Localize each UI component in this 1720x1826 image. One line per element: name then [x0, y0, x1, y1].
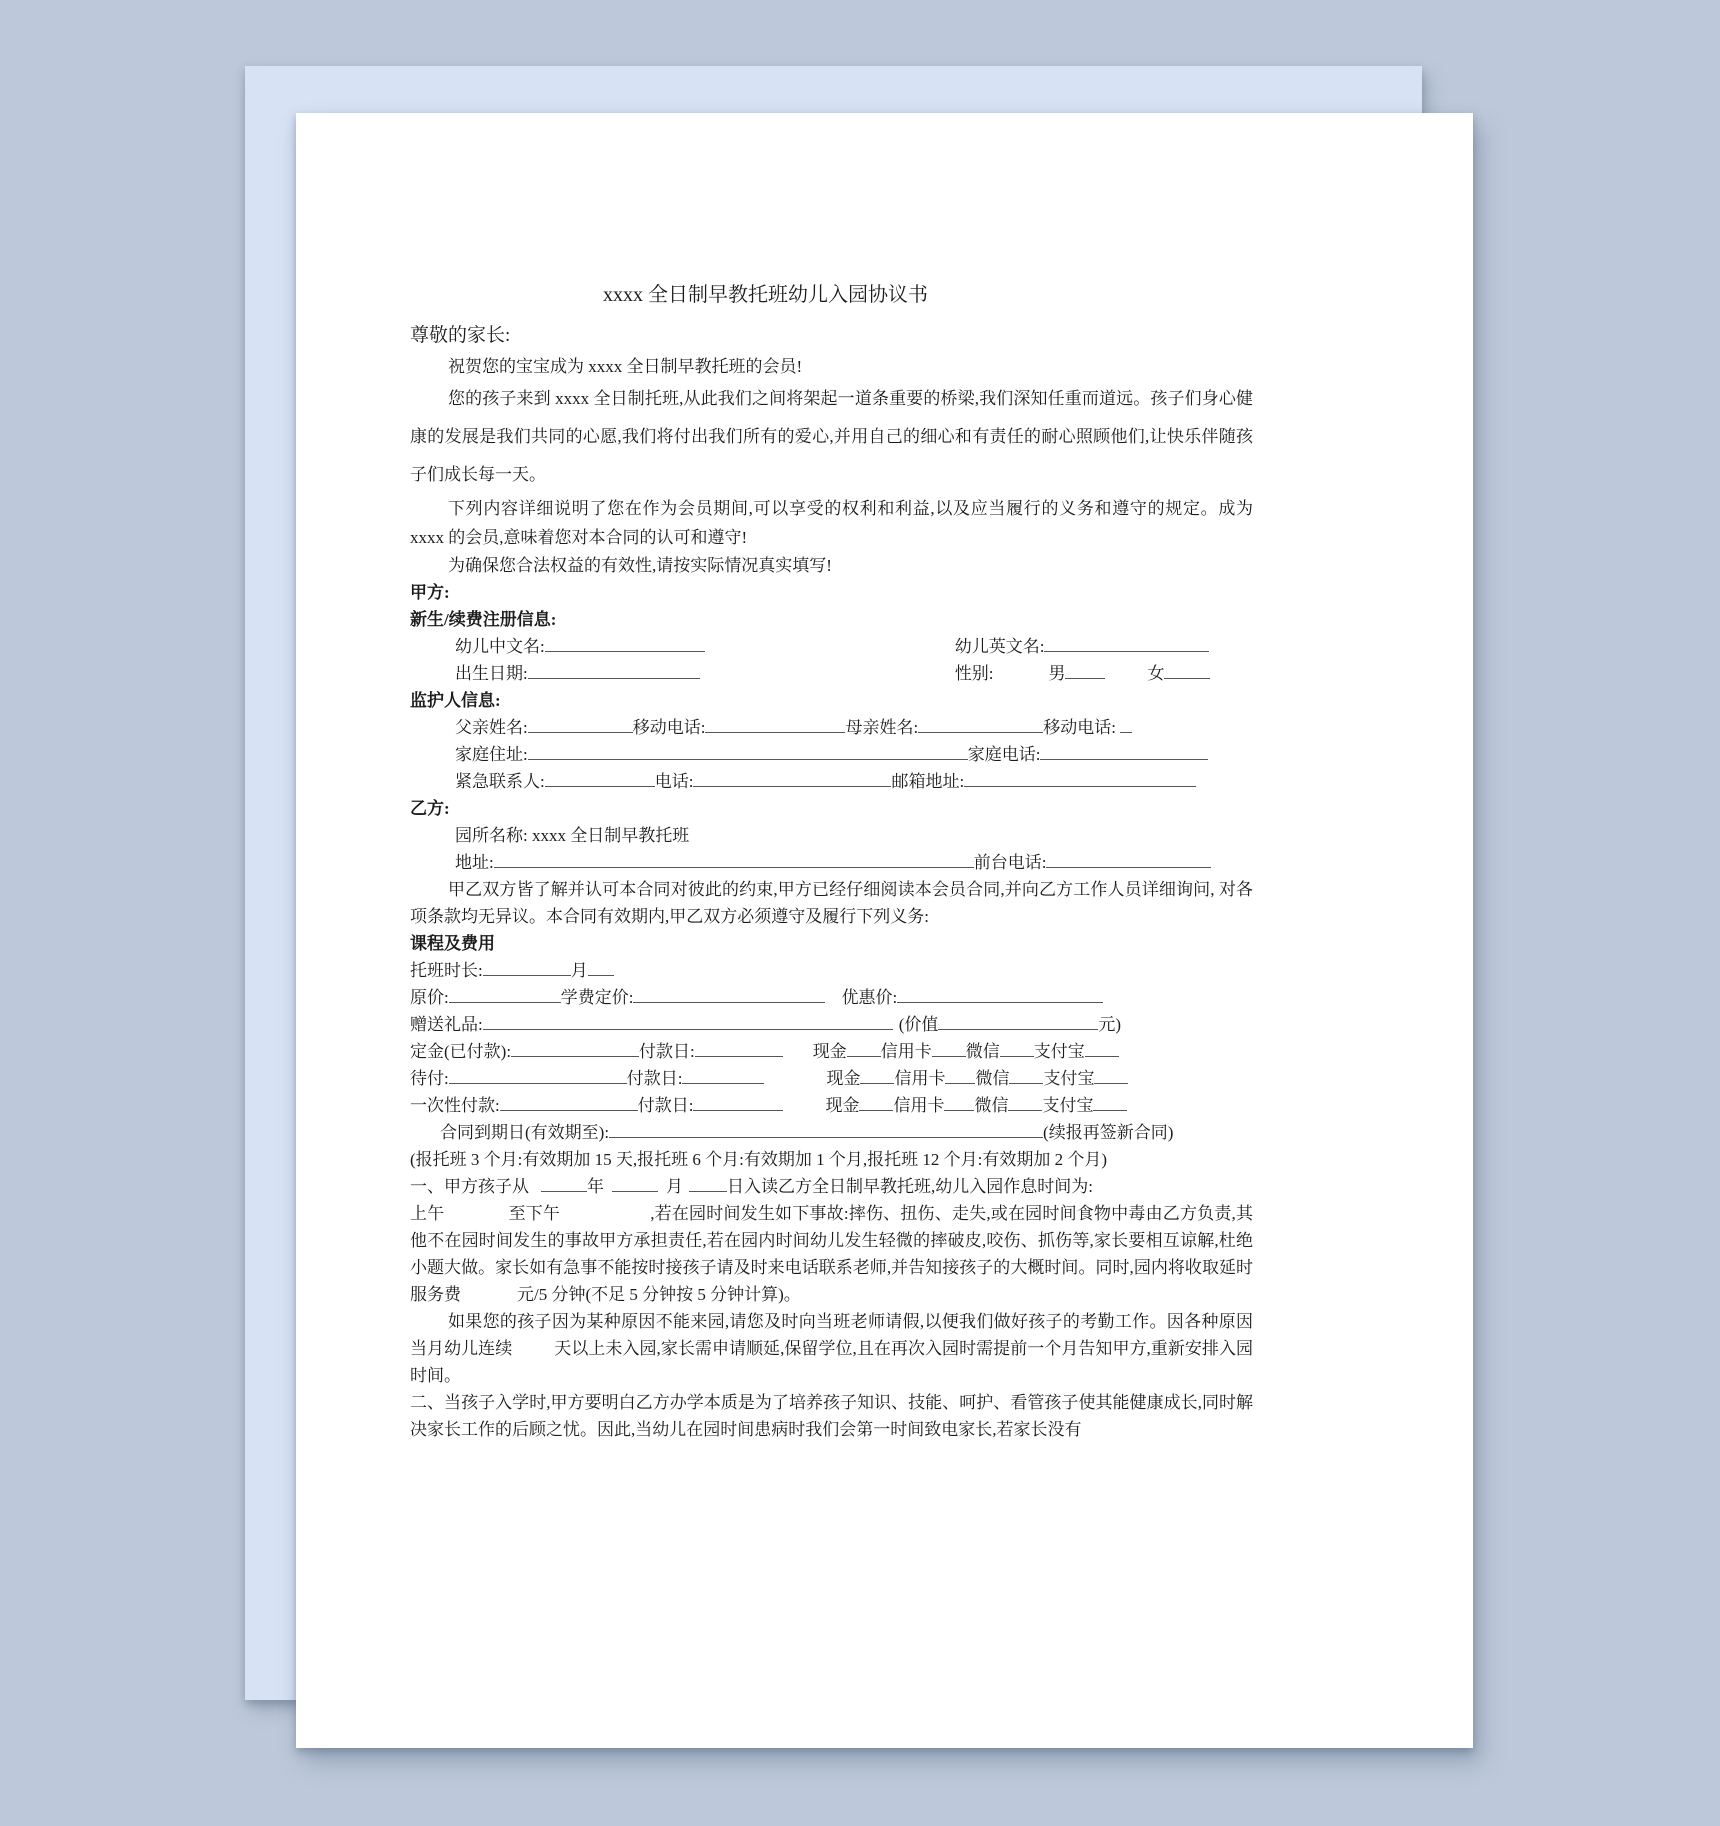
text-run: 如果您的孩子因为某种原因不能来园,请您及时向当班老师请假,以便我们做好孩子的考勤工作。因各种原因当月幼儿连续	[410, 1312, 1253, 1358]
blank-underline	[1094, 1067, 1128, 1084]
text-run: 信用卡	[880, 1042, 932, 1061]
text-run: 移动电话:	[1043, 718, 1116, 737]
row-onetime	[410, 1092, 1253, 1119]
blank-underline	[1120, 716, 1132, 733]
text-run: 地址:	[455, 853, 494, 872]
gap-space	[461, 1299, 517, 1300]
blank-underline	[689, 1175, 727, 1192]
text-run: 现金	[825, 1096, 860, 1115]
text-run: 信用卡	[893, 1096, 945, 1115]
text-run: 微信	[965, 1042, 1000, 1061]
text-run: 微信	[974, 1096, 1009, 1115]
text-run: 学费定价:	[560, 988, 634, 1007]
gap-space	[658, 1191, 666, 1192]
text-run: 托班时长:	[410, 961, 483, 980]
party-a-heading	[410, 579, 1253, 606]
para-terms-intro	[410, 494, 1253, 552]
text-run: 园所名称: xxxx 全日制早教托班	[455, 826, 690, 845]
blank-underline	[1009, 1067, 1043, 1084]
text-run: 家庭电话:	[967, 745, 1041, 764]
gap-space	[604, 1191, 612, 1192]
row-address	[410, 849, 1253, 876]
blank-underline	[1040, 743, 1208, 760]
row-price	[410, 984, 1253, 1011]
heading-label: 甲方:	[410, 583, 450, 602]
text-run: 家庭住址:	[455, 745, 528, 764]
clause-1	[410, 1173, 1253, 1200]
row-child-name	[410, 633, 1253, 660]
document-title: xxxx 全日制早教托班幼儿入园协议书	[603, 284, 928, 306]
text-run: 出生日期:	[455, 664, 528, 683]
blank-underline	[545, 770, 655, 787]
text-run: 女	[1147, 664, 1165, 683]
gap-space	[993, 678, 1048, 679]
text-run: 移动电话:	[632, 718, 706, 737]
row-expiry	[410, 1119, 1253, 1146]
heading-label: 新生/续费注册信息:	[410, 610, 557, 629]
blank-underline	[1046, 851, 1211, 868]
blank-underline	[528, 662, 700, 679]
gap-space	[783, 1056, 813, 1057]
text-run: 一、甲方孩子从	[410, 1177, 529, 1196]
text-run: 支付宝	[1043, 1069, 1095, 1088]
text-run: 微信	[975, 1069, 1010, 1088]
note-validity	[410, 1146, 1253, 1173]
text-run: 幼儿英文名:	[954, 637, 1045, 656]
blank-underline	[1000, 1040, 1034, 1057]
text-run: 月	[570, 961, 588, 980]
blank-underline	[1044, 635, 1209, 652]
text-run: 上午	[410, 1204, 445, 1223]
blank-underline	[918, 716, 1043, 733]
text-run: 性别:	[954, 664, 994, 683]
gap-space	[529, 1191, 541, 1192]
doc-blocks	[410, 353, 1253, 1443]
blank-underline	[588, 959, 614, 976]
blank-underline	[511, 1040, 639, 1057]
blank-underline	[682, 1067, 764, 1084]
text-run: 元)	[1098, 1015, 1122, 1034]
text-run: 幼儿中文名:	[455, 637, 545, 656]
blank-underline	[449, 1067, 627, 1084]
blank-underline	[705, 716, 845, 733]
row-home-address	[410, 741, 1253, 768]
clause-1-absence	[410, 1308, 1253, 1389]
heading-label: 课程及费用	[410, 934, 495, 953]
text-run: 祝贺您的宝宝成为 xxxx 全日制早教托班的会员!	[448, 357, 803, 376]
blank-underline	[1085, 1040, 1119, 1057]
blank-underline	[1093, 1094, 1127, 1111]
blank-underline	[945, 1067, 975, 1084]
text-run: 元/5 分钟(不足 5 分钟按 5 分钟计算)。	[517, 1285, 801, 1304]
blank-underline	[847, 1040, 881, 1057]
document-content	[296, 113, 1473, 1443]
row-center-name	[410, 822, 1253, 849]
text-run: (报托班 3 个月:有效期加 15 天,报托班 6 个月:有效期加 1 个月,报托班 12 个月:有效期加 2 个月)	[410, 1150, 1107, 1169]
text-run: 日入读乙方全日制早教托班,幼儿入园作息时间为:	[727, 1177, 1093, 1196]
blank-underline	[494, 851, 974, 868]
text-run: 待付:	[410, 1069, 449, 1088]
blank-underline	[500, 1094, 638, 1111]
salutation: 尊敬的家长:	[410, 325, 511, 346]
blank-underline	[693, 1094, 783, 1111]
row-pending	[410, 1065, 1253, 1092]
text-run: 父亲姓名:	[455, 718, 528, 737]
text-run: (续报再签新合同)	[1043, 1123, 1174, 1142]
text-run: 支付宝	[1042, 1096, 1094, 1115]
text-run: 付款日:	[637, 1096, 694, 1115]
gap-space	[783, 1110, 825, 1111]
blank-underline	[528, 716, 633, 733]
blank-underline	[938, 1013, 1098, 1030]
text-run: 下列内容详细说明了您在作为会员期间,可以享受的权利和利益,以及应当履行的义务和遵守的规定。成为 xxxx 的会员,意味着您对本合同的认可和遵守!	[410, 499, 1253, 547]
blank-underline	[944, 1094, 974, 1111]
document-page	[296, 113, 1473, 1748]
text-run: 优惠价:	[841, 988, 898, 1007]
blank-underline	[859, 1094, 893, 1111]
blank-underline	[860, 1067, 894, 1084]
text-run: 您的孩子来到 xxxx 全日制托班,从此我们之间将架起一道条重要的桥梁,我们深知任重而道远。孩子们身心健康的发展是我们共同的心愿,我们将付出我们所有的爱心,并用自己的细心和有责任的耐心照顾他们,让快乐伴随孩子们成长每一天。	[410, 389, 1253, 484]
blank-underline	[528, 743, 968, 760]
blank-underline	[483, 1013, 893, 1030]
row-father-mother	[410, 714, 1253, 741]
clause-2	[410, 1389, 1253, 1443]
para-fill-truthfully	[410, 552, 1253, 579]
gap-space	[705, 651, 955, 652]
text-run: 现金	[812, 1042, 847, 1061]
text-run: 原价:	[410, 988, 449, 1007]
text-run: 合同到期日(有效期至):	[440, 1123, 610, 1142]
text-run: ,若在园时间发生如下事故:摔伤、扭伤、走失,或在园时间食物中毒由乙方负责,其他不在园时间发生的事故甲方承担责任,若在园内时间幼儿发生轻微的摔破皮,咬伤、抓伤等,家长要相互谅解,杜绝小题大做。家长如有急事不能按时接孩子请及时来电话联系老师,并告知接孩子的大概时间。同时,园内将收取延时服务费	[410, 1204, 1254, 1304]
text-run: 付款日:	[626, 1069, 683, 1088]
blank-underline	[633, 986, 825, 1003]
blank-underline	[612, 1175, 658, 1192]
text-run: 邮箱地址:	[891, 772, 965, 791]
blank-underline	[897, 986, 1103, 1003]
gap-space	[1105, 678, 1147, 679]
blank-underline	[1008, 1094, 1042, 1111]
heading-label: 监护人信息:	[410, 691, 501, 710]
text-run: 至下午	[508, 1204, 561, 1223]
row-emergency	[410, 768, 1253, 795]
row-birth-gender	[410, 660, 1253, 687]
blank-underline	[964, 770, 1196, 787]
text-run: 信用卡	[894, 1069, 946, 1088]
text-run: 月	[666, 1177, 683, 1196]
text-run: 前台电话:	[973, 853, 1047, 872]
registration-heading	[410, 606, 1253, 633]
text-run: 甲乙双方皆了解并认可本合同对彼此的约束,甲方已经仔细阅读本会员合同,并向乙方工作人员详细询问, 对各项条款均无异议。本合同有效期内,甲乙双方必须遵守及履行下列义务:	[410, 880, 1253, 926]
gap-space	[825, 1002, 841, 1003]
clause-1-body	[410, 1200, 1253, 1308]
text-run: 现金	[826, 1069, 861, 1088]
text-run: 支付宝	[1033, 1042, 1085, 1061]
text-run: 一次性付款:	[410, 1096, 500, 1115]
heading-label: 乙方:	[410, 799, 450, 818]
text-run: (价值	[898, 1015, 939, 1034]
row-duration	[410, 957, 1253, 984]
gap-space	[560, 1218, 650, 1219]
text-run: 为确保您合法权益的有效性,请按实际情况真实填写!	[448, 556, 832, 575]
gap-space	[764, 1083, 826, 1084]
blank-underline	[541, 1175, 587, 1192]
gap-space	[444, 1218, 508, 1219]
guardian-heading	[410, 687, 1253, 714]
text-run: 赠送礼品:	[410, 1015, 483, 1034]
blank-underline	[932, 1040, 966, 1057]
para-welcome	[410, 380, 1253, 494]
text-run: 母亲姓名:	[845, 718, 919, 737]
party-b-heading	[410, 795, 1253, 822]
blank-underline	[695, 1040, 783, 1057]
text-run: 定金(已付款):	[410, 1042, 512, 1061]
blank-underline	[545, 635, 705, 652]
text-run: 男	[1048, 664, 1066, 683]
blank-underline	[693, 770, 891, 787]
blank-underline	[483, 959, 571, 976]
blank-underline	[449, 986, 561, 1003]
gap-space	[700, 678, 955, 679]
para-congrats	[410, 353, 1253, 380]
para-agreement	[410, 876, 1253, 930]
text-run: 年	[587, 1177, 604, 1196]
blank-underline	[1065, 662, 1105, 679]
blank-underline	[609, 1121, 1043, 1138]
row-deposit	[410, 1038, 1253, 1065]
blank-underline	[1164, 662, 1210, 679]
text-run: 二、当孩子入学时,甲方要明白乙方办学本质是为了培养孩子知识、技能、呵护、看管孩子使其能健康成长,同时解决家长工作的后顾之忧。因此,当幼儿在园时间患病时我们会第一时间致电家长,若家长没有	[410, 1393, 1253, 1439]
gap-space	[512, 1353, 554, 1354]
text-run: 付款日:	[639, 1042, 695, 1061]
text-run: 电话:	[654, 772, 694, 791]
text-run: 紧急联系人:	[455, 772, 545, 791]
row-gift	[410, 1011, 1253, 1038]
text-run: 天以上未入园,家长需申请顺延,保留学位,且在再次入园时需提前一个月告知甲方,重新安排入园时间。	[410, 1339, 1254, 1385]
fees-heading	[410, 930, 1253, 957]
